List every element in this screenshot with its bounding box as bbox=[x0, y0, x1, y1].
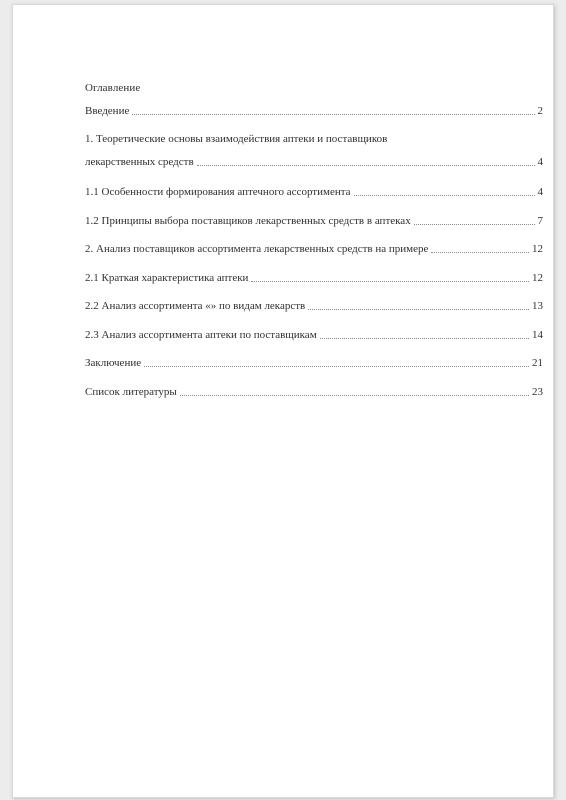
dot-leader bbox=[431, 252, 529, 253]
toc-entry-chapter-2[interactable] bbox=[85, 242, 543, 256]
toc-entry-chapter-1[interactable] bbox=[85, 132, 543, 169]
toc-entry-text: 2.2 Анализ ассортимента «» по видам лекарств bbox=[85, 300, 306, 312]
toc-entry-page: 13 bbox=[532, 300, 543, 312]
dot-leader bbox=[180, 395, 529, 396]
toc-entry-text: Введение bbox=[85, 105, 130, 117]
toc-entry-text: 2. Анализ поставщиков ассортимента лекарственных средств на примере bbox=[85, 243, 429, 255]
toc-entry-section-2-2[interactable] bbox=[85, 299, 543, 313]
toc-entry-bibliography[interactable] bbox=[85, 385, 543, 399]
toc-entry-text: 2.3 Анализ ассортимента аптеки по поставщикам bbox=[85, 329, 317, 341]
toc-entry-text: 1.2 Принципы выбора поставщиков лекарственных средств в аптеках bbox=[85, 215, 411, 227]
dot-leader bbox=[197, 165, 535, 166]
toc-entry-page: 12 bbox=[532, 243, 543, 255]
toc-entry-text-line-1: 1. Теоретические основы взаимодействия аптеки и поставщиков bbox=[85, 133, 388, 145]
toc-entry-text: Заключение bbox=[85, 357, 142, 369]
dot-leader bbox=[414, 224, 535, 225]
toc-entry-page: 7 bbox=[537, 215, 543, 227]
toc-entry-page: 4 bbox=[537, 156, 543, 168]
toc-entry-page: 14 bbox=[532, 329, 543, 341]
toc-entry-text: 2.1 Краткая характеристика аптеки bbox=[85, 272, 249, 284]
toc-entry-text: 1.1 Особенности формирования аптечного ассортимента bbox=[85, 186, 351, 198]
dot-leader bbox=[132, 114, 534, 115]
toc-entry-page: 2 bbox=[537, 105, 543, 117]
toc-entry-page: 4 bbox=[537, 186, 543, 198]
toc-entry-text: лекарственных средств bbox=[85, 156, 194, 168]
toc-entry-section-1-2[interactable] bbox=[85, 214, 543, 228]
dot-leader bbox=[354, 195, 535, 196]
dot-leader bbox=[308, 309, 529, 310]
toc-entry-introduction[interactable] bbox=[85, 104, 543, 118]
dot-leader bbox=[320, 338, 529, 339]
toc-entry-section-1-1[interactable] bbox=[85, 185, 543, 199]
toc-entry-section-2-1[interactable] bbox=[85, 271, 543, 285]
toc-entry-section-2-3[interactable] bbox=[85, 328, 543, 342]
toc-entry-page: 21 bbox=[532, 357, 543, 369]
toc-entry-page: 23 bbox=[532, 386, 543, 398]
toc-entry-page: 12 bbox=[532, 272, 543, 284]
dot-leader bbox=[144, 366, 529, 367]
toc-entry-text: Список литературы bbox=[85, 386, 177, 398]
dot-leader bbox=[251, 281, 529, 282]
document-page bbox=[12, 4, 554, 798]
toc-entry-conclusion[interactable] bbox=[85, 356, 543, 370]
toc-title: Оглавление bbox=[85, 82, 141, 94]
